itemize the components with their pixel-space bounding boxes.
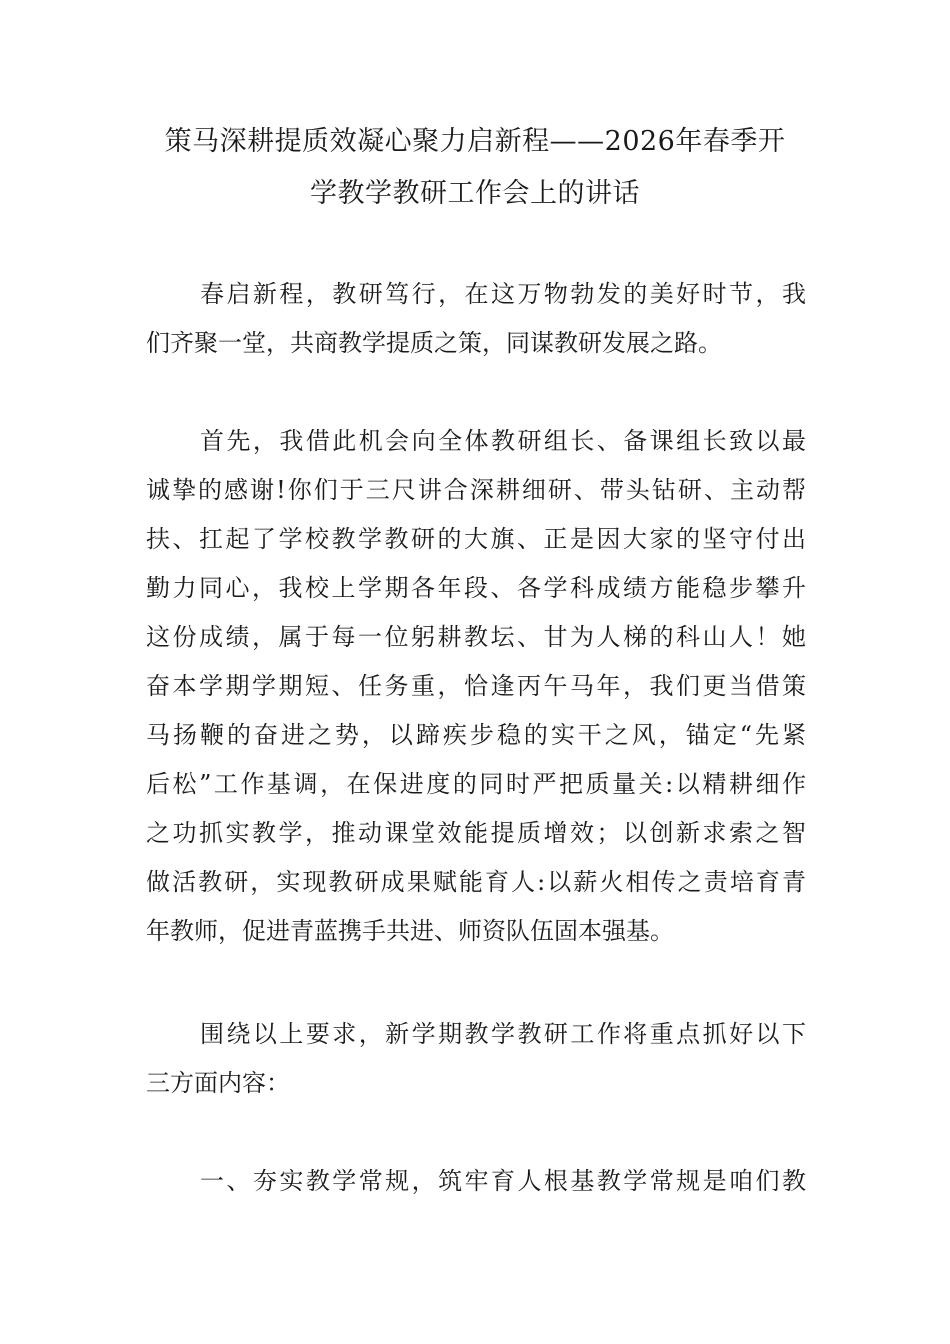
paragraph-section-one [146,1157,806,1206]
paragraph-requirements [146,1010,806,1108]
paragraph-line: 诚挚的感谢!你们于三尺讲合深耕细研、带头钻研、主动帮 [146,476,806,504]
paragraph-line: 围绕以上要求，新学期教学教研工作将重点抓好以下 [200,1020,806,1048]
paragraph-line: 勤力同心，我校上学期各年段、各学科成绩方能稳步攀升 [146,574,806,602]
title-line-1: 策马深耕提质效凝心聚力启新程——2026年春季开 [164,126,786,157]
paragraph-opening [146,270,806,368]
paragraph-thanks [146,417,806,956]
paragraph-line: 首先，我借此机会向全体教研组长、备课组长致以最 [200,427,806,455]
paragraph-line: 之功抓实教学，推动课堂效能提质增效；以创新求索之智 [146,819,806,847]
section-heading-line: 一、夯实教学常规，筑牢育人根基教学常规是咱们教 [200,1167,806,1195]
paragraph-line: 奋本学期学期短、任务重，恰逢丙午马年，我们更当借策 [146,672,806,700]
paragraph-line: 们齐聚一堂，共商教学提质之策，同谋教研发展之路。 [146,329,722,357]
paragraph-line: 扶、扛起了学校教学教研的大旗、正是因大家的坚守付出 [146,525,806,553]
paragraph-line: 春启新程，教研笃行，在这万物勃发的美好时节，我 [200,280,806,308]
paragraph-line: 三方面内容： [146,1069,290,1097]
paragraph-line: 做活教研，实现教研成果赋能育人:以薪火相传之责培育青 [146,868,806,896]
paragraph-line: 年教师，促进青蓝携手共进、师资队伍固本强基。 [146,917,674,945]
title-line-2: 学教学教研工作会上的讲话 [310,178,640,209]
paragraph-line: 后松”工作基调，在保进度的同时严把质量关:以精耕细作 [146,770,806,798]
paragraph-line: 马扬鞭的奋进之势，以蹄疾步稳的实干之风，锚定“先紧 [146,721,806,749]
document-title [120,116,830,220]
paragraph-line: 这份成绩，属于每一位躬耕教坛、甘为人梯的科山人！她 [146,623,806,651]
